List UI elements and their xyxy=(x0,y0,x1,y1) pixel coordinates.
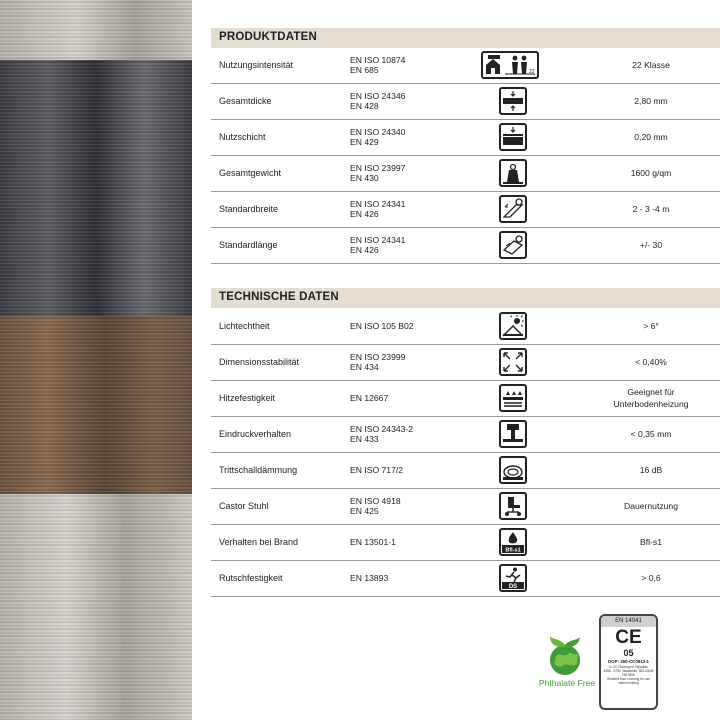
table-row xyxy=(211,560,720,597)
roll-width-icon xyxy=(499,195,527,223)
row-value: > 6° xyxy=(643,321,659,331)
castor-chair-icon xyxy=(499,492,527,520)
wood-plank xyxy=(0,60,192,316)
total-thickness-icon xyxy=(499,87,527,115)
dop-number: DOP: 450-CC0913-1 xyxy=(608,659,649,664)
ce-small-text: Resilient floor covering for use xyxy=(607,677,650,682)
wear-layer-icon xyxy=(499,123,527,151)
row-value: 2 - 3 -4 m xyxy=(632,204,670,214)
svg-text:DS: DS xyxy=(508,584,518,590)
table-row xyxy=(211,47,720,84)
row-norm: EN ISO 24340 EN 429 xyxy=(350,127,406,147)
row-value: Dauernutzung xyxy=(624,501,678,511)
phthalate-free-label: Phthalate Free xyxy=(538,678,596,688)
row-norm: EN ISO 24346 EN 428 xyxy=(350,91,406,111)
row-norm: EN ISO 717/2 xyxy=(350,465,404,475)
row-label: Lichtechtheit xyxy=(219,321,270,331)
row-value: > 0,6 xyxy=(641,573,661,583)
row-value: Geeignet für Unterbodenheizung xyxy=(613,387,689,409)
svg-text:22: 22 xyxy=(529,69,535,75)
ce-small-text: within building xyxy=(618,681,639,686)
table-row xyxy=(211,155,720,192)
row-norm: EN ISO 24343-2 EN 433 xyxy=(350,424,414,444)
row-label: Verhalten bei Brand xyxy=(219,537,299,547)
section-header-produktdaten xyxy=(211,28,720,48)
section-title: TECHNISCHE DATEN xyxy=(219,291,339,303)
row-norm: EN ISO 4918 EN 425 xyxy=(350,496,401,516)
row-label: Eindruckverhalten xyxy=(219,429,292,439)
section-header-technische-daten xyxy=(211,288,720,308)
ce-standard: EN 14041 xyxy=(601,616,656,627)
table-row xyxy=(211,488,720,525)
row-label: Gesamtdicke xyxy=(219,96,272,106)
ce-year: 05 xyxy=(623,648,634,658)
row-value: 16 dB xyxy=(639,465,663,475)
dimensional-stability-icon xyxy=(499,348,527,376)
wood-floor-texture-image xyxy=(0,0,192,720)
globe-leaf-icon xyxy=(542,634,588,680)
table-row xyxy=(211,119,720,156)
row-label: Standardlänge xyxy=(219,240,278,250)
row-label: Dimensionsstabilität xyxy=(219,357,300,367)
row-value: +/- 30 xyxy=(639,240,663,250)
impact-sound-icon xyxy=(499,456,527,484)
phthalate-free-badge xyxy=(534,628,594,692)
table-row xyxy=(211,83,720,120)
fire-behaviour-icon xyxy=(499,528,527,556)
table-row xyxy=(211,344,720,381)
slip-resistance-icon xyxy=(499,564,527,592)
row-value: 2,80 mm xyxy=(634,96,668,106)
row-label: Rutschfestigkeit xyxy=(219,573,283,583)
section-title: PRODUKTDATEN xyxy=(219,31,318,43)
row-norm: EN 13893 xyxy=(350,573,389,583)
table-row xyxy=(211,416,720,453)
row-label: Gesamtgewicht xyxy=(219,168,282,178)
row-value: 22 Klasse xyxy=(632,60,670,70)
table-row xyxy=(211,308,720,345)
table-row xyxy=(211,452,720,489)
table-row xyxy=(211,227,720,264)
row-label: Nutzungsintensität xyxy=(219,60,294,70)
row-label: Standardbreite xyxy=(219,204,279,214)
wood-plank xyxy=(0,0,192,60)
row-norm: EN ISO 23999 EN 434 xyxy=(350,352,406,372)
wood-plank xyxy=(0,494,192,720)
row-label: Trittschalldämmung xyxy=(219,465,298,475)
indentation-icon xyxy=(499,420,527,448)
row-value: Bfl-s1 xyxy=(640,537,662,547)
house-people-usage-class-icon xyxy=(481,51,539,79)
row-norm: EN ISO 105 B02 xyxy=(350,321,414,331)
light-fastness-icon xyxy=(499,312,527,340)
table-row xyxy=(211,524,720,561)
ce-mark: CE xyxy=(615,627,642,648)
row-label: Nutzschicht xyxy=(219,132,266,142)
ce-certification-label xyxy=(599,614,658,710)
row-norm: EN ISO 24341 EN 426 xyxy=(350,199,406,219)
ce-small-text: 4456 - 9790, Waasbeke, BELGIUM xyxy=(603,668,654,673)
table-row xyxy=(211,191,720,228)
row-label: Castor Stuhl xyxy=(219,501,269,511)
row-value: 0,20 mm xyxy=(634,132,668,142)
wood-plank xyxy=(0,316,192,494)
roll-length-icon xyxy=(499,231,527,259)
svg-text:Bfl-s1: Bfl-s1 xyxy=(505,547,521,554)
row-norm: EN ISO 10874 EN 685 xyxy=(350,55,406,75)
row-norm: EN 12667 xyxy=(350,393,389,403)
underfloor-heating-icon xyxy=(499,384,527,412)
weight-icon xyxy=(499,159,527,187)
row-norm: EN ISO 24341 EN 426 xyxy=(350,235,406,255)
row-norm: EN 13501-1 xyxy=(350,537,396,547)
row-norm: EN ISO 23997 EN 430 xyxy=(350,163,406,183)
ce-small-text: D-CC Flooring nv, Rijsbaan xyxy=(609,664,648,669)
table-row xyxy=(211,380,720,417)
row-value: 1600 g/qm xyxy=(630,168,672,178)
ce-small-text: NB 0556 xyxy=(622,672,635,677)
row-label: Hitzefestigkeit xyxy=(219,393,276,403)
row-value: < 0,35 mm xyxy=(630,429,672,439)
row-value: < 0,40% xyxy=(635,357,667,367)
